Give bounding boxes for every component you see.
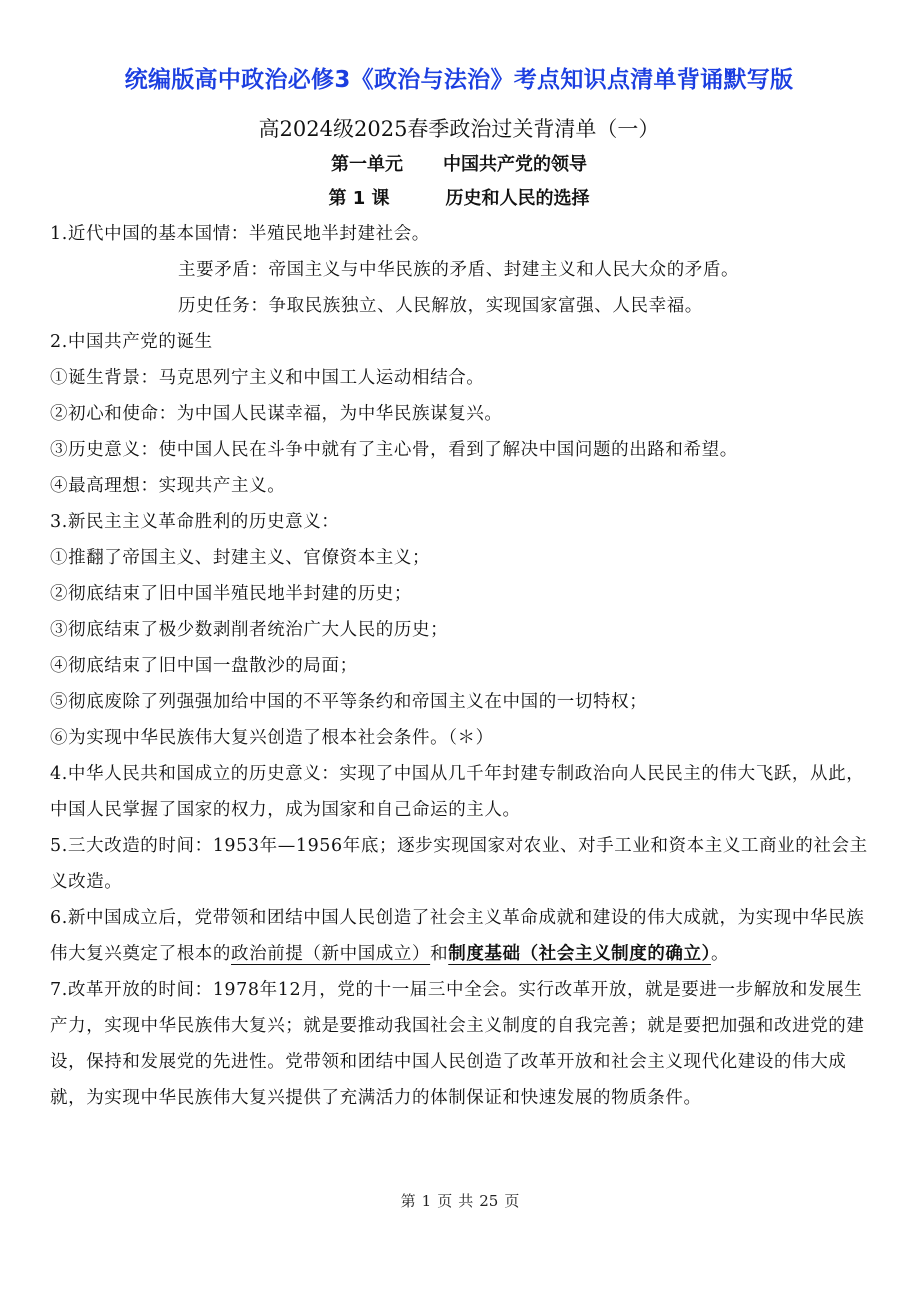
footer-prefix: 第 [400,1192,416,1210]
paragraph-6 [50,900,868,972]
paragraph-3-item-5: ⑤彻底废除了列强强加给中国的不平等条约和帝国主义在中国的一切特权； [50,692,648,712]
unit-heading [50,148,868,182]
unit-number: 第一单元 [331,154,403,175]
document-body [50,216,868,1116]
paragraph-3-item-4: ④彻底结束了旧中国一盘散沙的局面； [50,656,358,676]
footer-suffix: 页 [504,1192,520,1210]
lesson-number: 第 1 课 [328,188,390,209]
underlined-political-premise: 政治前提（新中国成立） [231,944,431,964]
paragraph-3-item-6: ⑥为实现中华民族伟大复兴创造了根本社会条件。（＊） [50,728,494,748]
paragraph-3-item-1: ①推翻了帝国主义、封建主义、官僚资本主义； [50,548,431,568]
paragraph-3-item-2: ②彻底结束了旧中国半殖民地半封建的历史； [50,584,412,604]
footer-page-word: 页 [437,1192,453,1210]
paragraph-2: 2.中国共产党的诞生 [50,332,213,352]
paragraph-2-mission: ②初心和使命：为中国人民谋幸福，为中华民族谋复兴。 [50,404,503,424]
paragraph-4: 4.中华人民共和国成立的历史意义：实现了中国从几千年封建专制政治向人民民主的伟大飞跃，从此，中国人民掌握了国家的权力，成为国家和自己命运的主人。 [50,764,865,820]
paragraph-1-main-contradiction: 主要矛盾：帝国主义与中华民族的矛盾、封建主义和人民大众的矛盾。 [178,260,740,280]
paragraph-6-connector: 和 [430,944,449,964]
paragraph-2-significance: ③历史意义：使中国人民在斗争中就有了主心骨，看到了解决中国问题的出路和希望。 [50,440,738,460]
lesson-name: 历史和人民的选择 [445,188,590,209]
footer-total-word: 共 [458,1192,474,1210]
paragraph-6-text: 6.新中国成立后，党带领和团结中国人民创造了社会主义革命成就和建设的伟大成就，为实现中华民族伟大复兴奠定了根本的 [50,908,865,964]
paragraph-7: 7.改革开放的时间：1978年12月，党的十一届三中全会。实行改革开放，就是要进一步解放和发展生产力，实现中华民族伟大复兴；就是要推动我国社会主义制度的自我完善；就是要把加强和改进党的建设，保持和发展党的先进性。党带领和团结中国人民创造了改革开放和社会主义现代化建设的伟大成就，为实现中华民族伟大复兴提供了充满活力的体制保证和快速发展的物质条件。 [50,980,865,1108]
paragraph-1: 1.近代中国的基本国情：半殖民地半封建社会。 [50,224,430,244]
document-subtitle: 高2024级2025春季政治过关背清单（一） [258,117,660,141]
footer-total-pages: 25 [479,1192,499,1210]
document-title: 统编版高中政治必修3《政治与法治》考点知识点清单背诵默写版 [124,67,794,93]
paragraph-3: 3.新民主主义革命胜利的历史意义： [50,512,340,532]
paragraph-6-end: 。 [710,944,730,964]
paragraph-2-background: ①诞生背景：马克思列宁主义和中国工人运动相结合。 [50,368,485,388]
paragraph-2-ideal: ④最高理想：实现共产主义。 [50,476,286,496]
lesson-heading [50,182,868,216]
footer-page-number: 1 [421,1192,432,1210]
underlined-institutional-basis: 制度基础（社会主义制度的确立） [448,944,711,964]
unit-name: 中国共产党的领导 [443,154,587,175]
page-footer [0,1190,920,1211]
paragraph-5: 5.三大改造的时间：1953年—1956年底；逐步实现国家对农业、对手工业和资本主义工商业的社会主义改造。 [50,836,868,892]
paragraph-1-historical-task: 历史任务：争取民族独立、人民解放，实现国家富强、人民幸福。 [178,296,703,316]
paragraph-3-item-3: ③彻底结束了极少数剥削者统治广大人民的历史； [50,620,449,640]
